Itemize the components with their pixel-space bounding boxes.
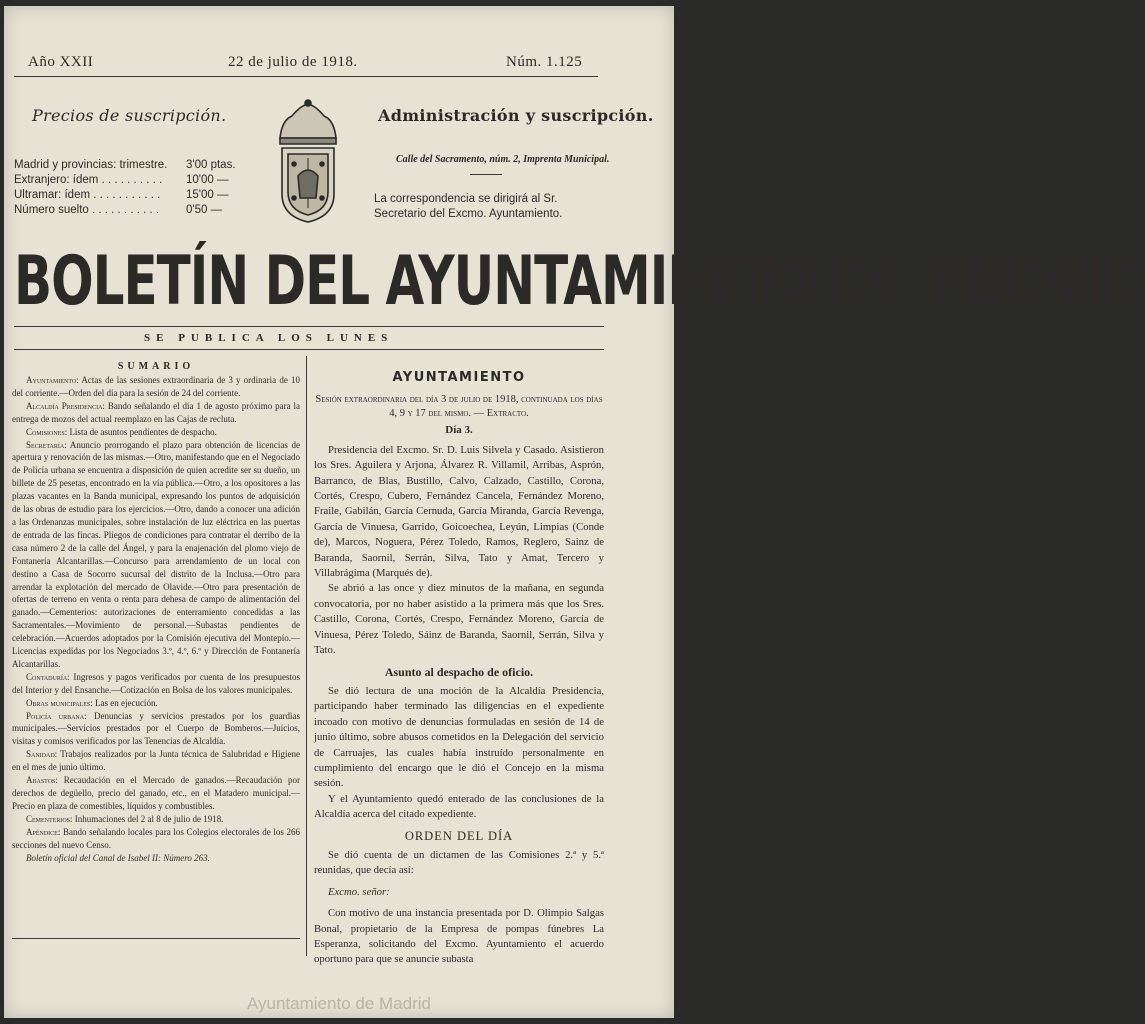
admin-address: Calle del Sacramento, núm. 2, Imprenta Municipal.	[396, 154, 610, 165]
newspaper-page	[4, 6, 1145, 1018]
subhead-orden: ORDEN DEL DÍA	[404, 828, 514, 843]
number-label: Núm. 1.125	[506, 54, 583, 70]
sumario-item: Secretaría: Anuncio prorrogando el plazo para obtención de licencias de apertura y renovación de las mismas.—Otro, manifestando que en el Negociado de Policía urbana se encuentra a disposición de quien acredite ser su dueño, un billete de 25 pesetas, encontrado en la vía pública.—Otro, a los opositores a las plazas vacantes en la Banda municipal, expresando los puntos de adquisición de las obras de estudio para los ejercicios.—Otro, dando a conocer una adición a las Ordenanzas municipales, sobre instalación de luz eléctrica en las puertas de entrada de las fincas. Pliegos de condiciones para contratar el derribo de la casa número 2 de la calle del Ángel, y para la enajenación del plomo viejo de Fontanería Alcantarillas.—Concurso para arrendamiento de un local con destino a Casa de Socorro sucursal del distrito de la Inclusa.—Otro para arrendar la explotación del mercado de Olavide.—Otro para presentación de ofertas de terreno en venta o renta para dehesa de campo de alimentación del ganado.—Cementerios: autorizaciones de enterramiento concedidas a las Sacramentales.—Movimiento de personal.—Subastas pendientes de celebración.—Acuerdos adoptados por la Comisión ejecutiva del Montepío.—Licencias expedidas por los Negociados 3.º, 4.º, 6.º y Dirección de Fontanería Alcantarillas.	[12, 439, 300, 669]
subscription-title: Precios de suscripción.	[32, 106, 227, 125]
subhead-despacho: Asunto al despacho de oficio.	[384, 664, 534, 679]
year-label: Año XXII	[28, 54, 94, 70]
sumario-item: Cementerios: Inhumaciones del 2 al 8 de julio de 1918.	[26, 813, 224, 824]
subscription-table	[14, 158, 259, 218]
sumario-item: Obras municipales: Las en ejecución.	[26, 697, 158, 708]
admin-divider	[470, 174, 502, 175]
sumario-end-rule	[12, 938, 300, 939]
masthead-rule-bottom	[14, 349, 604, 350]
admin-note: La correspondencia se dirigirá al Sr. Secretario del Excmo. Ayuntamiento.	[374, 193, 563, 220]
sumario-title: SUMARIO	[117, 361, 195, 372]
sumario-item: Ayuntamiento: Actas de las sesiones extraordinaria de 3 y ordinaria de 10 del corriente.—Orden del día para la sesión de 24 del corriente.	[12, 375, 300, 398]
masthead-title: BOLETÍN DEL AYUNTAMIENTO DE MADRID	[14, 242, 1145, 321]
section-title: AYUNTAMIENTO	[392, 370, 526, 385]
sumario-last: Boletín oficial del Canal de Isabel II: Número 263.	[26, 852, 210, 863]
sumario-item: Sanidad: Trabajos realizados por la Junta técnica de Salubridad e Higiene en el mes de junio último.	[12, 749, 300, 773]
sumario-item: Policía urbana: Denuncias y servicios prestados por los guardias municipales.—Servicios prestados por el Cuerpo de Bomberos.—Juicios, visitas y comisos verificados por las Tenencias de Alcaldía.	[12, 710, 300, 747]
session-heading: Sesión extraordinaria del día 3 de julio de 1918, continuada los días 4, 9 y 17 del mismo. — Extracto.	[315, 394, 603, 420]
admin-title: Administración y suscripción.	[378, 106, 654, 125]
date-label: 22 de julio de 1918.	[228, 54, 358, 70]
price-row: Extranjero: ídem . . . . . . . . . . 10'00 —	[14, 174, 229, 186]
day-heading: Día 3.	[445, 424, 473, 437]
sumario-column	[12, 360, 300, 864]
main-paragraph: Se dió cuenta de un dictamen de las Comisiones 2.ª y 5.ª reunidas, que decía así:	[314, 848, 604, 877]
sumario-item: Contaduría: Ingresos y pagos verificados por cuenta de los presupuestos del Interior y del Ensanche.—Cotización en Bolsa de los valores municipales.	[12, 671, 301, 695]
main-paragraph: Presidencia del Excmo. Sr. D. Luis Silvela y Casado. Asistieron los Sres. Aguilera y Arjona, Álvarez R. Villamil, Arribas, Asprón, Barranco, de Blas, Bustillo, Calvo, Calzado, Castillo, Corona, Cortés, Crespo, Cubero, Fernández Cancela, Fernández Moreno, Fraile, Gabilán, García Cernuda, García Miranda, García Revenga, García de Vinuesa, Garrido, Goicoechea, Leyún, Limpias (Conde de), Marcos, Noguera, Pérez Toledo, Ramos, Reglero, Sainz de Baranda, Saornil, Serrán, Silva, Tato y Amat, Tercero y Villabrágima (Marqués de).	[314, 443, 604, 580]
price-row: Madrid y provincias: trimestre. 3'00 ptas.	[14, 159, 236, 171]
header-rule	[14, 76, 598, 77]
masthead-subtitle: SE PUBLICA LOS LUNES	[144, 332, 394, 344]
salutation: Excmo. señor:	[328, 885, 390, 898]
price-row: Ultramar: ídem . . . . . . . . . . . 15'00 —	[14, 189, 229, 201]
watermark-footer: Ayuntamiento de Madrid	[247, 994, 431, 1013]
sumario-item: Comisiones: Lista de asuntos pendientes de despacho.	[26, 426, 217, 437]
main-paragraph: Con motivo de una instancia presentada por D. Olimpio Salgas Bonal, propietario de la Empresa de pompas fúnebres La Esperanza, solicitando del Excmo. Ayuntamiento el acuerdo oportuno para que se anuncie subasta	[314, 907, 604, 966]
main-paragraph: Y el Ayuntamiento quedó enterado de las conclusiones de la Alcaldía acerca del citado expediente.	[314, 792, 604, 821]
column-divider	[306, 356, 307, 956]
main-column	[314, 370, 604, 968]
main-paragraph: Se dió lectura de una moción de la Alcaldía Presidencia, participando haber terminado las diligencias en el expediente incoado con motivo de denuncias formuladas en sesión de 14 de junio último, sobre abusos cometidos en la Delegación del servicio de Carruajes, las cuales había instruído personalmente en cumplimiento del encargo que le dió el Concejo en la misma sesión.	[314, 684, 604, 790]
price-row: Número suelto . . . . . . . . . . . 0'50 —	[14, 204, 223, 216]
masthead-rule-top	[14, 326, 604, 327]
main-paragraph: Se abrió a las once y diez minutos de la mañana, en segunda convocatoria, por no haber asistido a la primera más que los Sres. Castillo, Corona, Cortés, Crespo, Fernández Moreno, García de Vinuesa, Pérez Toledo, Sáinz de Baranda, Saornil, Serrán, Silva y Tato.	[314, 582, 604, 657]
sumario-item: Apéndice: Bando señalando locales para los Colegios electorales de los 266 secciones del nuevo Censo.	[12, 826, 300, 850]
sumario-item: Abastos: Recaudación en el Mercado de ganados.—Recaudación por derechos de degüello, precio del ganado, etc., en el Matadero municipal.—Precio en plaza de comestibles, líquidos y combustibles.	[12, 775, 301, 811]
coat-of-arms-icon	[272, 98, 344, 226]
sumario-item: Alcaldía Presidencia: Bando señalando el día 1 de agosto próximo para la entrega de mozos del actual reemplazo en las Cajas de recluta.	[12, 400, 300, 424]
